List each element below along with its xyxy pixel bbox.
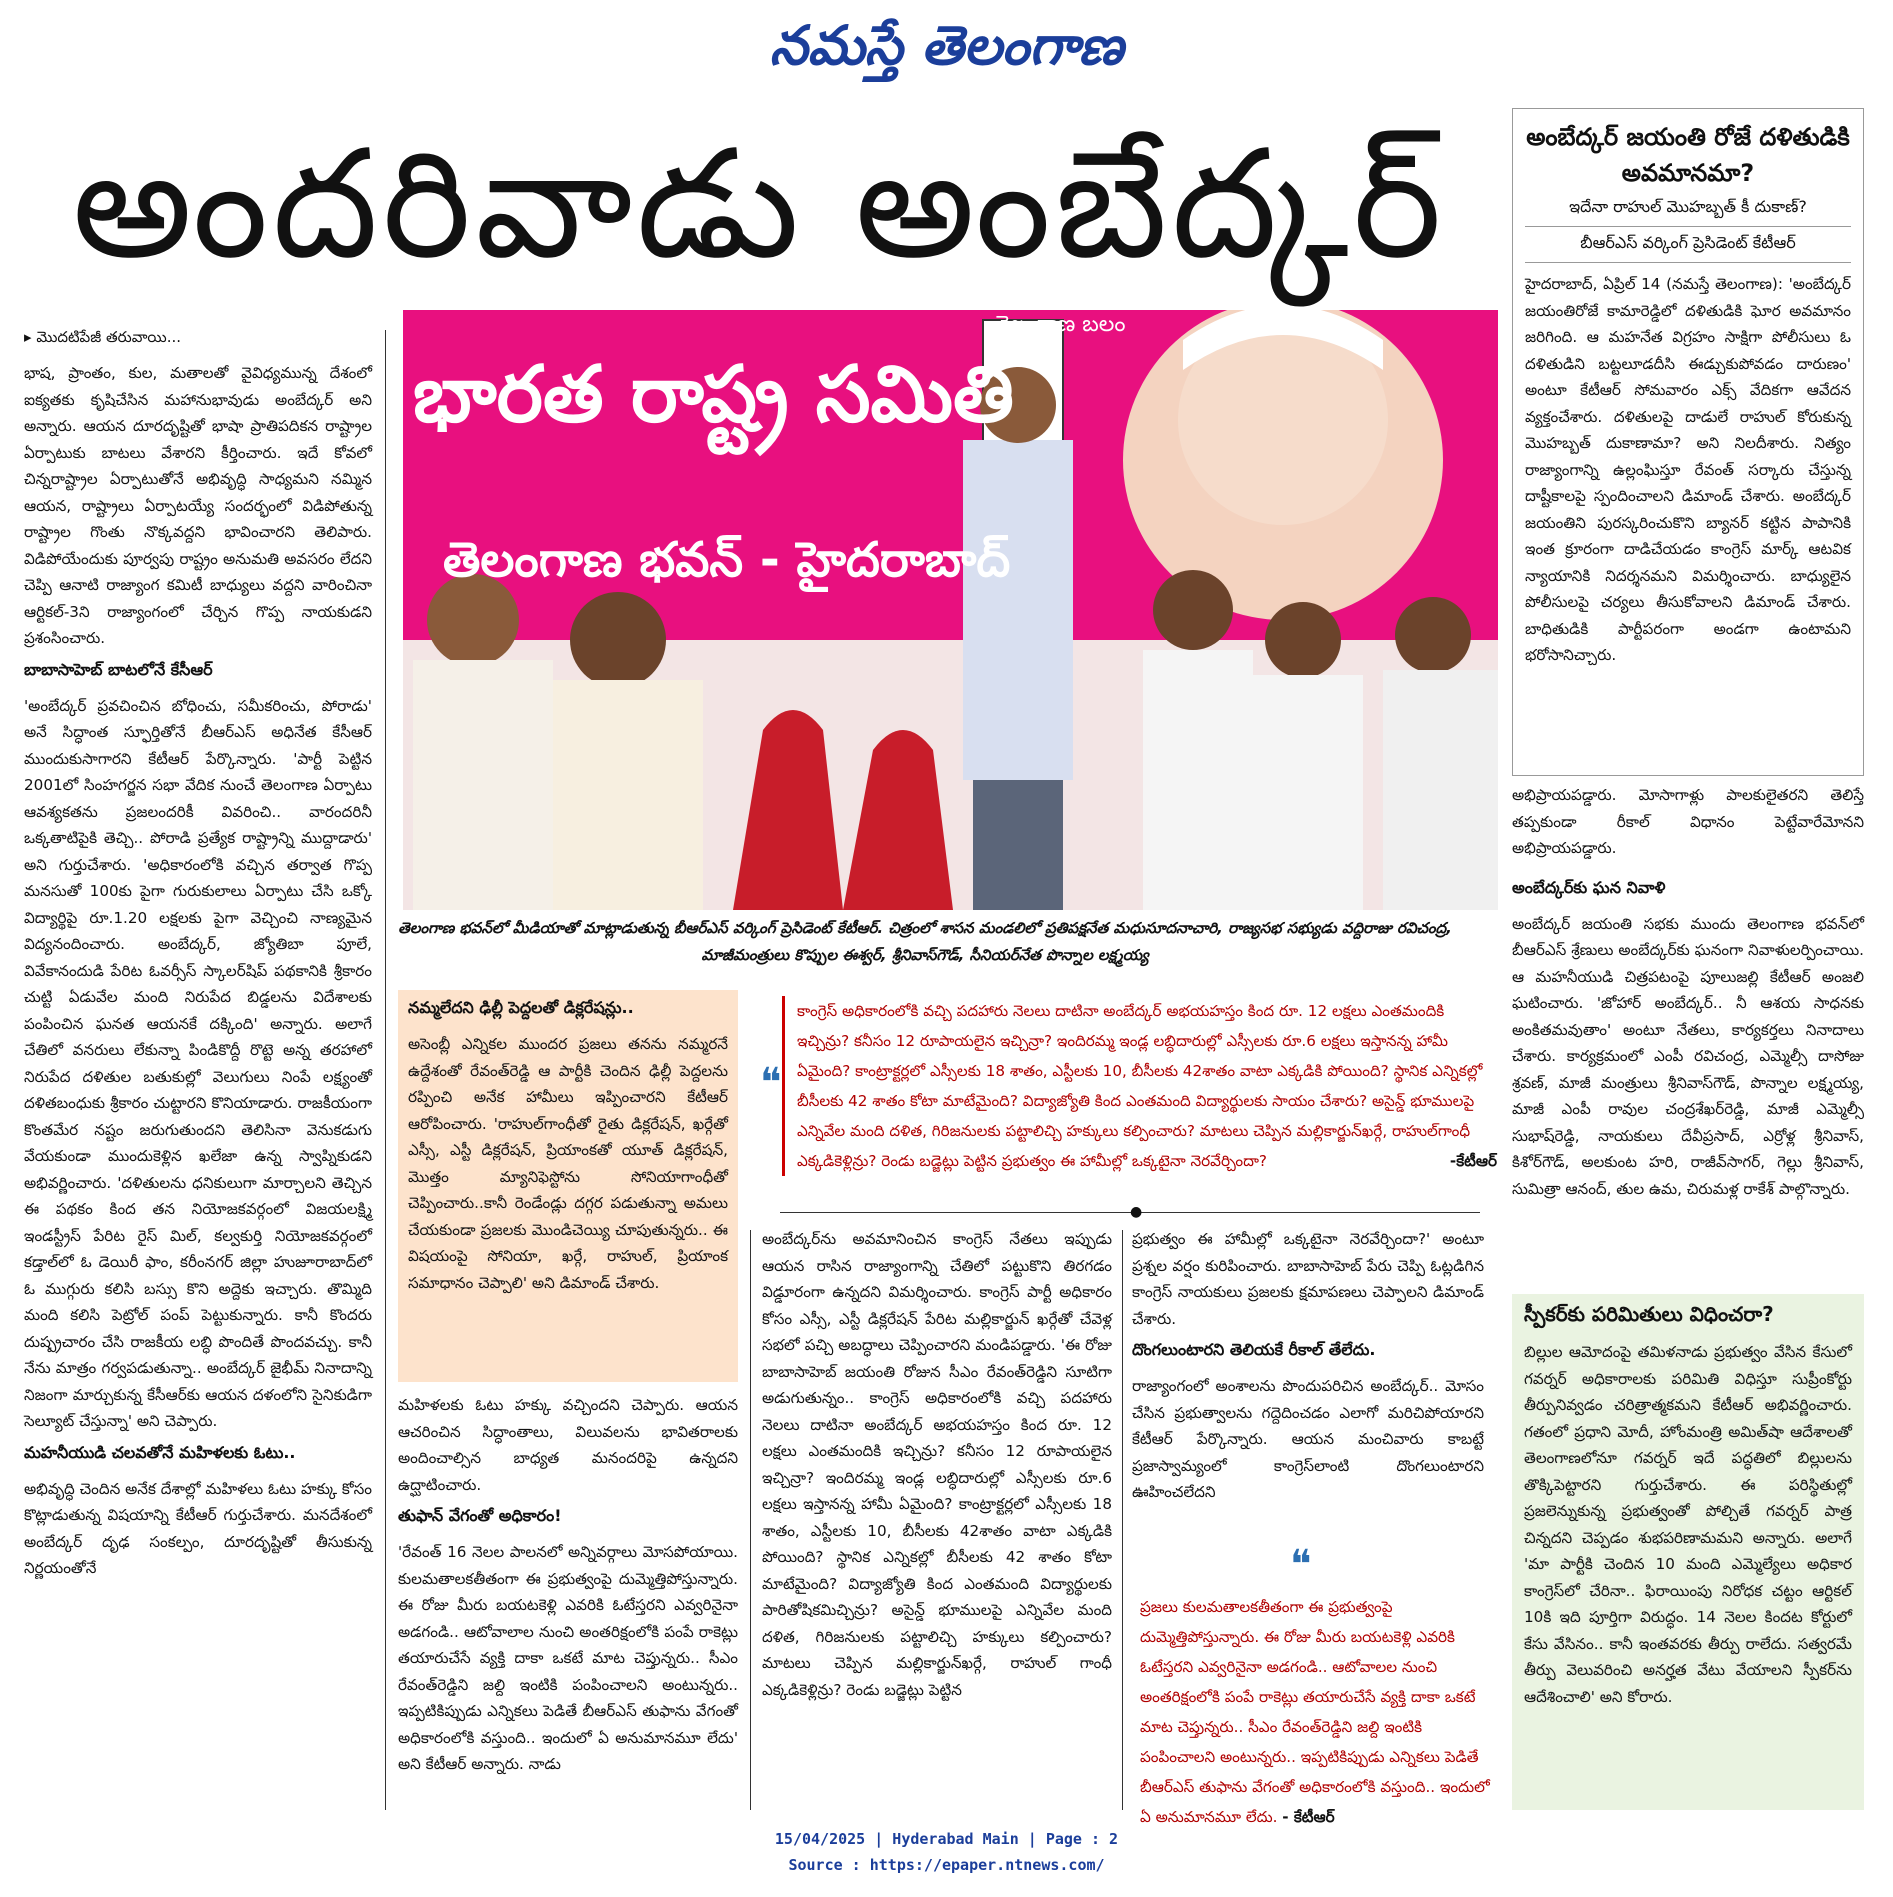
news-photo	[403, 310, 1498, 910]
sidebar-byline: బీఆర్ఎస్ వర్కింగ్ ప్రెసిడెంట్ కేటీఆర్	[1525, 233, 1851, 263]
col5-subhead: అంబేద్కర్‌కు ఘన నివాళి	[1512, 877, 1666, 897]
footer-date: 15/04/2025 | Hyderabad Main | Page : 2	[774, 1830, 1119, 1848]
column-5	[1512, 782, 1864, 1202]
col1-para2: 'అంబేద్కర్ ప్రవచించిన బోధించు, సమీకరించు, పోరాడు' అనే సిద్ధాంత స్ఫూర్తితోనే బీఆర్ఎస్ అధినేత కేసీఆర్ ముందుకుసాగారని కేటీఆర్ పేర్కొన్నారు. 'పార్టీ పెట్టిన 2001లో సింహగర్జన సభా వేదిక నుంచే తెలంగాణ ఏర్పాటు ఆవశ్యకతను ప్రజలందరికీ వివరించి.. వారందరినీ ఒక్కతాటిపైకి తెచ్చి.. పోరాడి ప్రత్యేక రాష్ట్రాన్ని ముద్దాడారు' అని గుర్తుచేశారు. 'అధికారంలోకి వచ్చిన తర్వాత గొప్ప మనసుతో 100కు పైగా గురుకులాలు ఏర్పాటు చేసి ఒక్కో విద్యార్థిపై రూ.1.20 లక్షలకు పైగా వెచ్చించి నాణ్యమైన విద్యనందించారు. అంబేద్కర్, జ్యోతిబా పూలే, వివేకానందుడి పేరిట ఓవర్సీస్ స్కాలర్‌షిప్ పథకానికి శ్రీకారం చుట్టి ఏడువేల మంది నిరుపేద బిడ్డలను విదేశాలకు పంపించిన ఘనత ఆయనకే దక్కింది' అన్నారు. అలాగే చేతిలో వనరులు లేకున్నా పిండికొద్దీ రొట్టె అన్న తరహాలో నిరుపేద దళితుల బతుకుల్లో వెలుగులు నింపే లక్ష్యంతో దళితబంధుకు శ్రీకారం చుట్టారని కొనియాడారు. రాజకీయంగా కొంతమేర నష్టం జరుగుతుందని తెలిసినా వెనుకడుగు వేయకుండా ముందుకెళ్లిన ఖలేజా ఉన్న స్వాప్నికుడని అభివర్ణించారు. 'దళితులను ధనికులుగా మార్చాలని తెచ్చిన ఈ పథకం కింద తన నియోజకవర్గంలో విజయలక్ష్మి ఇండస్ట్రీస్ పేరిట రైస్ మిల్, కల్వకుర్తి నియోజకవర్గంలో కడ్తాల్‌లో ఓ డెయిరీ ఫాం, కరీంనగర్ జిల్లా హుజూరాబాద్‌లో ఓ ముగ్గురు కలిసి బస్సు కొని అద్దెకు ఇచ్చారు. తొమ్మిది మంది కలిసి పెట్రోల్ పంప్ పెట్టుకున్నారు. కానీ కొందరు దుష్ప్రచారం చేసి రాజకీయ లబ్ధి పొందితే పొందవచ్చు. కానీ నేను మాత్రం గర్వపడుతున్నా.. అంబేద్కర్ జైభీమ్ నినాదాన్ని నిజంగా మార్చుకున్న కేసీఆర్‌కు ఆయన దళంలోని సైనికుడిగా సెల్యూట్ చేస్తున్నా' అని చెప్పారు.	[24, 696, 372, 1430]
column-divider	[750, 1230, 751, 1810]
green-box-body: బిల్లుల ఆమోదంపై తమిళనాడు ప్రభుత్వం వేసిన కేసులో గవర్నర్ అధికారాలకు పరిమితి విధిస్తూ సుప్రీంకోర్టు తీర్పునివ్వడం చరిత్రాత్మకమని కేటీఆర్ అభివర్ణించారు. గతంలో ప్రధాని మోదీ, హోంమంత్రి అమిత్‌షా ఆదేశాలతో తెలంగాణలోనూ గవర్నర్ ఇదే పద్ధతిలో బిల్లులను తొక్కిపెట్టారని గుర్తుచేశారు. ఈ పరిస్థితుల్లో ప్రజలెన్నుకున్న ప్రభుత్వంతో పోల్చితే గవర్నర్ పాత్ర చిన్నదని చెప్పడం శుభపరిణామమని అన్నారు. అలాగే 'మా పార్టీకి చెందిన 10 మంది ఎమ్మెల్యేలు అధికార కాంగ్రెస్‌లో చేరినా.. ఫిరాయింపు నిరోధక చట్టం ఆర్టికల్ 10కి ఇది పూర్తిగా విరుద్ధం. 14 నెలల కిందట కోర్టులో కేసు వేసినం.. కానీ ఇంతవరకు తీర్పు రాలేదు. సత్వరమే తీర్పు వెలువరించి అనర్హత వేటు వేయాలని స్పీకర్‌ను ఆదేశించాలి' అని కోరారు.	[1524, 1343, 1852, 1706]
col1-subhead-1: బాబాసాహెబ్ బాటలోనే కేసీఆర్	[24, 659, 213, 679]
sidebar-subtitle: ఇదేనా రాహుల్ మొహబ్బత్ కీ దుకాణ్?	[1525, 197, 1851, 227]
headline: అందరివాడు అంబేద్కర్	[72, 118, 1446, 292]
column-1	[24, 328, 372, 1582]
quote-mark-icon: ❝	[1290, 1542, 1312, 1588]
quote-text-2: ప్రజలు కులమతాలకతీతంగా ఈ ప్రభుత్వంపై దుమ్మెత్తిపోస్తున్నారు. ఈ రోజు మీరు బయటకెళ్లి ఎవరికి ఓటేస్తరని ఎవ్వరినైనా అడగండి.. ఆటోవాలల నుంచి అంతరిక్షంలోకి పంపే రాకెట్లు తయారుచేసే వ్యక్తి దాకా ఒకటే మాట చెప్తున్నరు.. సీఎం రేవంత్‌రెడ్డిని జల్ది ఇంటికి పంపించాలని అంటున్నరు.. ఇప్పటికిప్పుడు ఎన్నికలు పెడితే బీఆర్ఎస్ తుఫాను వేగంతో అధికారంలోకి వస్తుంది.. ఇందులో ఏ అనుమానమూ లేదు.	[1140, 1598, 1490, 1826]
col4-para1: ప్రభుత్వం ఈ హామీల్లో ఒక్కటైనా నెరవేర్చిందా?' అంటూ ప్రశ్నల వర్షం కురిపించారు. బాబాసాహెబ్ పేరు చెప్పి ఓట్లడిగిన కాంగ్రెస్ నాయకులు ప్రజలకు క్షమాపణలు చెప్పాలని డిమాండ్ చేశారు.	[1132, 1230, 1484, 1328]
separator-dot: ●	[1130, 1204, 1143, 1220]
arrow-icon: ▸	[24, 328, 37, 346]
quote-attribution-1: -కేటీఆర్	[1449, 1152, 1497, 1170]
quote-text-1: కాంగ్రెస్ అధికారంలోకి వచ్చి పదహారు నెలలు దాటినా అంబేద్కర్ అభయహస్తం కింద రూ. 12 లక్షలు ఎంతమందికి ఇచ్చిన్రు? కనీసం 12 రూపాయలైన ఇచ్చిన్రా? ఇందిరమ్మ ఇండ్ల లబ్ధిదారుల్లో ఎస్సీలకు రూ.6 లక్షలు ఇస్తానన్న హామీ ఏమైంది? కాంట్రాక్టర్లలో ఎస్సీలకు 18 శాతం, ఎస్టీలకు 10, బీసీలకు 42శాతం వాటా ఎక్కడికి పోయింది? స్థానిక ఎన్నికల్లో బీసీలకు 42 శాతం కోటా మాటేమైంది? విద్యాజ్యోతి కింద ఎంతమంది విద్యార్థులకు సాయం చేశారు? అసైన్డ్ భూములపై ఎన్నివేల మంది దళిత, గిరిజనులకు పట్టాలిచ్చి హక్కులు కల్పించారు? మాటలు చెప్పిన మల్లికార్జున్‌ఖర్గే, రాహుల్‌గాంధీ ఎక్కడికెళ్లిన్రు? రెండు బడ్జెట్లు పెట్టిన ప్రభుత్వం ఈ హామీల్లో ఒక్కటైనా నెరవేర్చిందా?	[797, 1002, 1483, 1170]
column-4	[1132, 1226, 1484, 1506]
photo-caption: తెలంగాణ భవన్‌లో మీడియాతో మాట్లాడుతున్న బీఆర్ఎస్ వర్కింగ్ ప్రెసిడెంట్ కేటీఆర్. చిత్రంలో శాసన మండలిలో ప్రతిపక్షనేత మధుసూదనాచారి, రాజ్యసభ సభ్యుడు వద్దిరాజు రవిచంద్ర, మాజీమంత్రులు కొప్పుల ఈశ్వర్, శ్రీనివాస్‌గౌడ్, సీనియర్‌నేత పొన్నాల లక్ష్మయ్య	[398, 919, 1452, 964]
quote-mark-icon: ❝	[760, 1060, 782, 1106]
col4-subhead: దొంగలుంటారని తెలియకే రీకాల్ తేలేదు.	[1132, 1340, 1376, 1359]
column-divider	[1122, 1230, 1123, 1810]
banner-top-text: తెలంగాణ బలం	[993, 312, 1126, 337]
column-divider	[385, 330, 386, 1810]
column-2b	[398, 1392, 738, 1778]
col1-subhead-2: మహనీయుడి చలవతోనే మహిళలకు ఓటు..	[24, 1442, 296, 1462]
footer-source: Source : https://epaper.ntnews.com/	[788, 1856, 1105, 1874]
banner-sub-text: తెలంగాణ భవన్ - హైదరాబాద్	[443, 532, 1011, 588]
peach-box-title: నమ్మలేదని ఢిల్లీ పెద్దలతో డిక్లరేషన్లు..	[408, 998, 634, 1017]
sidebar-title: అంబేద్కర్ జయంతి రోజే దళితుడికి అవమానమా?	[1526, 123, 1850, 187]
col1-para1: భాష, ప్రాంతం, కుల, మతాలతో వైవిధ్యమున్న దేశంలో ఐక్యతకు కృషిచేసిన మహానుభావుడు అంబేద్కర్ అని అన్నారు. ఆయన దూరదృష్టితో భాషా ప్రాతిపదికన రాష్ట్రాల ఏర్పాటుకు బాటలు వేశారని కీర్తించారు. ఇదే కోవలో చిన్నరాష్ట్రాల ఏర్పాటుతోనే అభివృద్ధి సాధ్యమని నమ్మిన ఆయన, రాష్ట్రాలు ఏర్పాటయ్యే సందర్భంలో విడిపోతున్న రాష్ట్రాల గొంతు నొక్కవద్దని భావించారని తెలిపారు. విడిపోయేందుకు పూర్వపు రాష్ట్రం అనుమతి అవసరం లేదని చెప్పి ఆనాటి రాజ్యాంగ కమిటీ బాధ్యులు వద్దని వారించినా ఆర్టికల్-3ని రాజ్యాంగంలో చేర్చిన గొప్ప నాయకుడని ప్రశంసించారు.	[24, 364, 372, 647]
sidebar-body: హైదరాబాద్, ఏప్రిల్ 14 (నమస్తే తెలంగాణ): 'అంబేద్కర్ జయంతిరోజే కామారెడ్డిలో దళితుడికి ఘోర అవమానం జరిగింది. ఆ మహనేత విగ్రహం సాక్షిగా పోలీసులు ఓ దళితుడిని బట్టలూడదీసి ఈడ్చుకుపోవడం దారుణం' అంటూ కేటీఆర్ సోమవారం ఎక్స్ వేదికగా ఆవేదన వ్యక్తంచేశారు. దళితులపై దాడులే రాహుల్ కోరుకున్న మొహబ్బత్ దుకాణామా? అని నిలదీశారు. నిత్యం రాజ్యాంగాన్ని ఉల్లంఘిస్తూ రేవంత్ సర్కారు చేస్తున్న దాష్టీకాలపై స్పందించాలని డిమాండ్ చేశారు. అంబేద్కర్ జయంతిని పురస్కరించుకొని బ్యానర్ కట్టిన పాపానికి ఇంత క్రూరంగా దాడిచేయడం కాంగ్రెస్ మార్క్ ఆటవిక న్యాయానికి నిదర్శనమని విమర్శించారు. బాధ్యులైన పోలీసులపై చర్యలు తీసుకోవాలని డిమాండ్ చేశారు. బాధితుడికి పార్టీపరంగా అండగా ఉంటామని భరోసానిచ్చారు.	[1525, 275, 1851, 664]
banner-main-text: భారత రాష్ట్ర సమితి	[413, 350, 1015, 440]
peach-box-body: అసెంబ్లీ ఎన్నికల ముందర ప్రజలు తనను నమ్మరనే ఉద్దేశంతో రేవంత్‌రెడ్డి ఆ పార్టీకి చెందిన ఢిల్లీ పెద్దలను రప్పించి అనేక హామీలు ఇప్పించారని కేటీఆర్ ఆరోపించారు. 'రాహుల్‌గాంధీతో రైతు డిక్లరేషన్, ఖర్గేతో ఎస్సీ, ఎస్టీ డిక్లరేషన్, ప్రియాంకతో యూత్ డిక్లరేషన్, మొత్తం మ్యానిఫెస్టోను సోనియాగాంధీతో చెప్పించారు..కానీ రెండేండ్లు దగ్గర పడుతున్నా అమలు చేయకుండా ప్రజలకు మొండిచెయ్యి చూపుతున్నరు.. ఈ విషయంపై సోనియా, ఖర్గే, రాహుల్, ప్రియాంక సమాధానం చెప్పాలి' అని డిమాండ్ చేశారు.	[408, 1035, 728, 1292]
col2b-para2: 'రేవంత్ 16 నెలల పాలనలో అన్నివర్గాలు మోసపోయాయి. కులమతాలకతీతంగా ఈ ప్రభుత్వంపై దుమ్మెత్తిపోస్తున్నారు. ఈ రోజు మీరు బయటకెళ్లి ఎవరికి ఓటేస్తరని ఎవ్వరినైనా అడగండి.. ఆటోవాలాల నుంచి అంతరిక్షంలోకి పంపే రాకెట్లు తయారుచేసే వ్యక్తి దాకా ఒకటే మాట చెప్తున్నరు.. సీఎం రేవంత్‌రెడ్డిని జల్ది ఇంటికి పంపించాలని అంటున్నరు.. ఇప్పటికిప్పుడు ఎన్నికలు పెడితే బీఆర్ఎస్ తుఫాను వేగంతో అధికారంలోకి వస్తుంది.. ఇందులో ఏ అనుమానమూ లేదు' అని కేటీఆర్ అన్నారు. నాడు	[398, 1543, 738, 1773]
col5-para2: అంబేద్కర్ జయంతి సభకు ముందు తెలంగాణ భవన్‌లో బీఆర్ఎస్ శ్రేణులు అంబేద్కర్‌కు ఘనంగా నివాళులర్పించాయి. ఆ మహనీయుడి చిత్రపటంపై పూలుజల్లి కేటీఆర్ అంజలి ఘటించారు. 'జోహార్ అంబేద్కర్.. నీ ఆశయ సాధనకు అంకితమవుతాం' అంటూ నేతలు, కార్యకర్తలు నినాదాలు చేశారు. కార్యక్రమంలో ఎంపీ రవిచంద్ర, ఎమ్మెల్సీ దాసోజు శ్రవణ్, మాజీ మంత్రులు శ్రీనివాస్‌గౌడ్, పొన్నాల లక్ష్మయ్య, మాజీ ఎంపీ రావుల చంద్రశేఖర్‌రెడ్డి, మాజీ ఎమ్మెల్సీ సుభాష్‌రెడ్డి, నాయకులు దేవీప్రసాద్, ఎర్రోళ్ల శ్రీనివాస్, కిశోర్‌గౌడ్, అలకుంట హరి, రాజీవ్‌సాగర్, గెల్లు శ్రీనివాస్, సుమిత్రా ఆనంద్, తుల ఉమ, చిరుమళ్ల రాకేశ్ పాల్గొన్నారు.	[1512, 914, 1864, 1198]
quote-attribution-2: - కేటీఆర్	[1282, 1808, 1335, 1826]
quote-box-1	[782, 996, 1497, 1176]
peach-box	[398, 990, 738, 1382]
quote-box-2	[1132, 1592, 1490, 1832]
sidebar-box	[1512, 108, 1864, 776]
col3-para1: అంబేద్కర్‌ను అవమానించిన కాంగ్రెస్ నేతలు ఇప్పుడు ఆయన రాసిన రాజ్యాంగాన్ని చేతిలో పట్టుకొని తిరగడం విడ్డూరంగా ఉన్నదని విమర్శించారు. కాంగ్రెస్ పార్టీ అధికారం కోసం ఎస్సీ, ఎస్టీ డిక్లరేషన్ పేరిట మల్లికార్జున్ ఖర్గేతో చేవెళ్ల సభలో పచ్చి అబద్ధాలు చెప్పించారని మండిపడ్డారు. 'ఈ రోజు బాబాసాహెబ్ జయంతి రోజున సీఎం రేవంత్‌రెడ్డిని సూటిగా అడుగుతున్నం.. కాంగ్రెస్ అధికారంలోకి వచ్చి పదహారు నెలలు దాటినా అంబేద్కర్ అభయహస్తం కింద రూ. 12 లక్షలు ఎంతమందికి ఇచ్చిన్రు? కనీసం 12 రూపాయలైన ఇచ్చిన్రా? ఇందిరమ్మ ఇండ్ల లబ్ధిదారుల్లో ఎస్సీలకు రూ.6 లక్షలు ఇస్తానన్న హామీ ఏమైంది? కాంట్రాక్టర్లలో ఎస్సీలకు 18 శాతం, ఎస్టీలకు 10, బీసీలకు 42శాతం వాటా ఎక్కడికి పోయింది? స్థానిక ఎన్నికల్లో బీసీలకు 42 శాతం కోటా మాటేమైంది? విద్యాజ్యోతి కింద ఎంతమంది విద్యార్థులకు పారితోషికమిచ్చిన్రు? అసైన్డ్ భూములపై ఎన్నివేల మంది దళిత, గిరిజనులకు పట్టాలిచ్చి హక్కులు కల్పించారు? మాటలు చెప్పిన మల్లికార్జున్‌ఖర్గే, రాహుల్ గాంధీ ఎక్కడికెళ్లిన్రు? రెండు బడ్జెట్లు పెట్టిన	[762, 1230, 1112, 1699]
col5-para1: అభిప్రాయపడ్డారు. మోసాగాళ్లు పాలకులైతరని తెలిస్తే తప్పకుండా రీకాల్ విధానం పెట్టేవారేమోనని అభిప్రాయపడ్డారు.	[1512, 786, 1864, 857]
green-box	[1512, 1294, 1864, 1810]
col4-para2: రాజ్యాంగంలో అంశాలను పొందుపరిచిన అంబేద్కర్.. మోసం చేసిన ప్రభుత్వాలను గద్దెదించడం ఎలాగో మరిచిపోయారని కేటీఆర్ పేర్కొన్నారు. ఆయన మంచివారు కాబట్టే ప్రజాస్వామ్యంలో కాంగ్రెస్‌లాంటి దొంగలుంటారని ఊహించలేదని	[1132, 1377, 1484, 1501]
col2b-para1: మహిళలకు ఓటు హక్కు వచ్చిందని చెప్పారు. ఆయన ఆచరించిన సిద్ధాంతాలు, విలువలను భావితరాలకు అందించాల్సిన బాధ్యత మనందరిపై ఉన్నదని ఉద్ఘాటించారు.	[398, 1396, 738, 1494]
column-3	[762, 1226, 1112, 1703]
col2b-subhead: తుఫాన్ వేగంతో అధికారం!	[398, 1506, 562, 1525]
col1-para3: అభివృద్ధి చెందిన అనేక దేశాల్లో మహిళలు ఓటు హక్కు కోసం కొట్లాడుతున్న విషయాన్ని కేటీఆర్ గుర్తుచేశారు. మనదేశంలో అంబేద్కర్ దృఢ సంకల్పం, దూరదృష్టితో తీసుకున్న నిర్ణయంతోనే	[24, 1479, 372, 1577]
masthead: నమస్తే తెలంగాణ	[769, 14, 1124, 77]
continuation-label: ▸ మొదటిపేజీ తరువాయి...	[24, 328, 182, 346]
green-box-title: స్పీకర్‌కు పరిమితులు విధించరా?	[1524, 1302, 1774, 1326]
